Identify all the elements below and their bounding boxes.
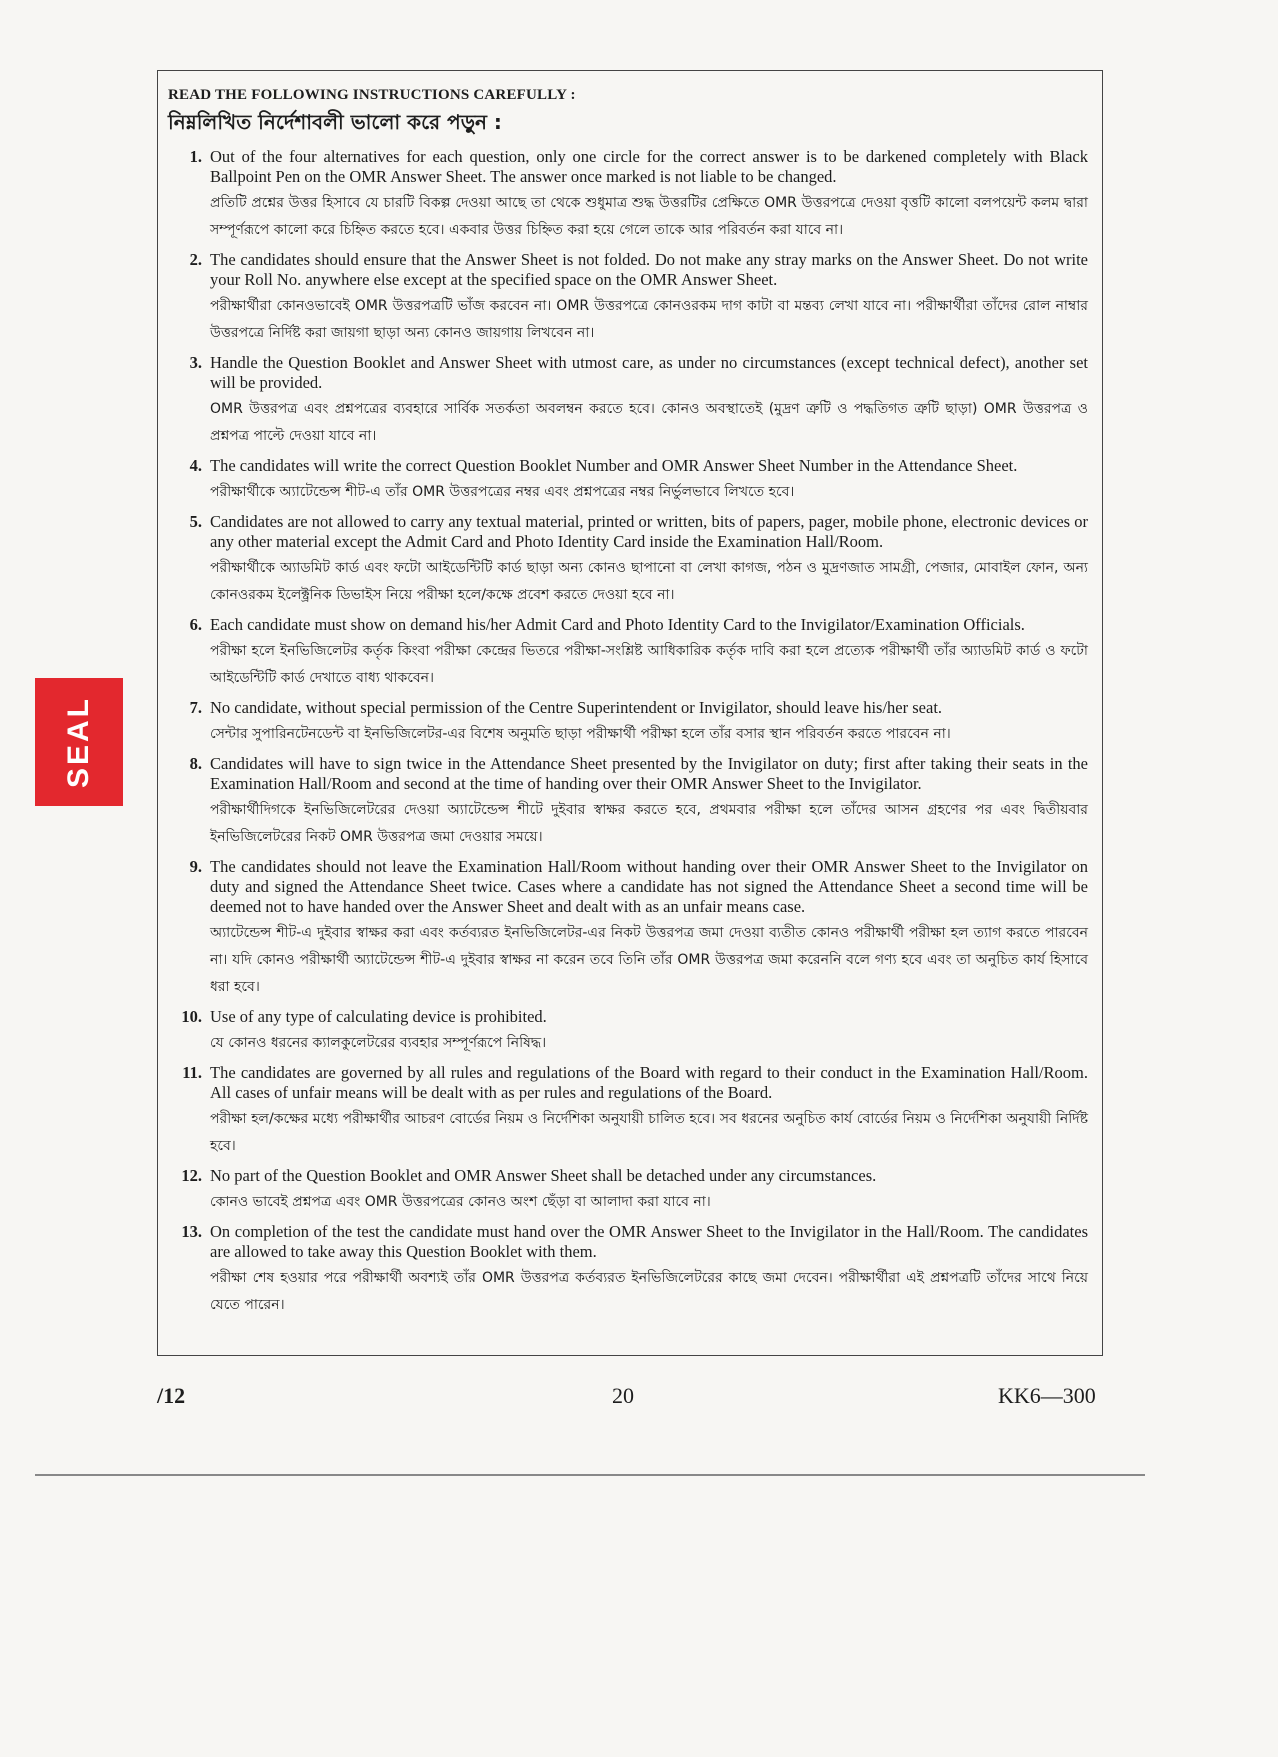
item-text-english: Candidates will have to sign twice in the Attendance Sheet presented by the Invigilator on duty; first after taking their seats in the Examination Hall/Room and second at the time of handing over their OMR Answer Sheet to the Invigilator. <box>210 754 1088 793</box>
item-body <box>210 456 1088 506</box>
page-edge-divider <box>35 1474 1145 1476</box>
item-number: 1. <box>189 147 202 166</box>
instruction-item <box>166 1166 1088 1216</box>
item-body <box>210 512 1088 609</box>
item-text-english: Use of any type of calculating device is prohibited. <box>210 1007 547 1026</box>
instruction-item <box>166 1007 1088 1057</box>
item-number: 3. <box>189 353 202 372</box>
item-body <box>210 615 1088 692</box>
instruction-item <box>166 147 1088 244</box>
instruction-item <box>166 1063 1088 1160</box>
item-number: 9. <box>189 857 202 876</box>
item-text-english: Candidates are not allowed to carry any textual material, printed or written, bits of papers, pager, mobile phone, electronic devices or any other material except the Admit Card and Photo Identity Card inside the Examination Hall/Room. <box>210 512 1088 551</box>
seal-stamp <box>35 678 123 806</box>
instruction-item <box>166 698 1088 748</box>
item-body <box>210 754 1088 851</box>
item-number: 6. <box>189 615 202 634</box>
item-text-bengali: পরীক্ষার্থীদিগকে ইনভিজিলেটরের দেওয়া অ্যাটেন্ডেন্স শীটে দুইবার স্বাক্ষর করতে হবে, প্রথমবার পরীক্ষা হলে তাঁদের আসন গ্রহণের পর এবং দ্বিতীয়বার ইনভিজিলেটরের নিকট OMR উত্তরপত্র জমা দেওয়ার সময়ে। <box>210 802 1088 845</box>
instruction-item <box>166 456 1088 506</box>
instruction-item <box>166 512 1088 609</box>
item-text-bengali: পরীক্ষা হলে ইনভিজিলেটর কর্তৃক কিংবা পরীক্ষা কেন্দ্রের ভিতরে পরীক্ষা-সংশ্লিষ্ট আধিকারিক কর্তৃক দাবি করা হলে প্রত্যেক পরীক্ষার্থী তাঁর অ্যাডমিট কার্ড ও ফটো আইডেন্টিটি কার্ড দেখাতে বাধ্য থাকবেন। <box>210 643 1088 686</box>
instructions-box <box>157 70 1103 1356</box>
heading-english: READ THE FOLLOWING INSTRUCTIONS CAREFULLY : <box>168 87 576 103</box>
item-text-english: No part of the Question Booklet and OMR Answer Sheet shall be detached under any circumstances. <box>210 1166 877 1185</box>
item-text-english: The candidates should ensure that the Answer Sheet is not folded. Do not make any stray marks on the Answer Sheet. Do not write your Roll No. anywhere else except at the specified space on the OMR Answer Sheet. <box>210 250 1088 289</box>
item-body <box>210 1166 1088 1216</box>
item-text-english: The candidates should not leave the Examination Hall/Room without handing over their OMR Answer Sheet to the Invigilator on duty and signed the Attendance Sheet twice. Cases where a candidate has not signed the Attendance Sheet a second time will be deemed not to have handed over the Answer Sheet and dealt with as an unfair means case. <box>210 857 1088 916</box>
item-text-bengali: অ্যাটেন্ডেন্স শীট-এ দুইবার স্বাক্ষর করা এবং কর্তব্যরত ইনভিজিলেটর-এর নিকট উত্তরপত্র জমা দেওয়া ব্যতীত কোনও পরীক্ষার্থী পরীক্ষা হল ত্যাগ করতে পারবেন না। যদি কোনও পরীক্ষার্থী অ্যাটেন্ডেন্স শীট-এ দুইবার স্বাক্ষর না করেন তবে তিনি তাঁর OMR উত্তরপত্র জমা করেননি বলে গণ্য হবে এবং তা অনুচিত কার্য হিসাবে ধরা হবে। <box>210 925 1088 995</box>
item-number: 13. <box>181 1222 202 1241</box>
footer-left: /12 <box>157 1383 186 1408</box>
item-number: 12. <box>181 1166 202 1185</box>
item-text-bengali: কোনও ভাবেই প্রশ্নপত্র এবং OMR উত্তরপত্রের কোনও অংশ ছেঁড়া বা আলাদা করা যাবে না। <box>210 1194 711 1210</box>
item-text-bengali: পরীক্ষা হল/কক্ষের মধ্যে পরীক্ষার্থীর আচরণ বোর্ডের নিয়ম ও নির্দেশিকা অনুযায়ী চালিত হবে। সব ধরনের অনুচিত কার্য বোর্ডের নিয়ম ও নির্দেশিকা অনুযায়ী নির্দিষ্ট হবে। <box>210 1111 1088 1154</box>
item-number: 5. <box>189 512 202 531</box>
item-text-bengali: সেন্টার সুপারিনটেনডেন্ট বা ইনভিজিলেটর-এর বিশেষ অনুমতি ছাড়া পরীক্ষার্থী পরীক্ষা হলে তাঁর বসার স্থান পরিবর্তন করতে পারবেন না। <box>210 726 951 742</box>
instruction-item <box>166 353 1088 450</box>
item-body <box>210 1222 1088 1319</box>
item-number: 2. <box>189 250 202 269</box>
instruction-item <box>166 250 1088 347</box>
item-body <box>210 147 1088 244</box>
item-text-english: Each candidate must show on demand his/her Admit Card and Photo Identity Card to the Invigilator/Examination Officials. <box>210 615 1025 634</box>
item-text-english: Handle the Question Booklet and Answer Sheet with utmost care, as under no circumstances (except technical defect), another set will be provided. <box>210 353 1088 392</box>
item-body <box>210 1007 1088 1057</box>
item-body <box>210 250 1088 347</box>
item-number: 8. <box>189 754 202 773</box>
booklet-code: KK6—300 <box>998 1383 1096 1408</box>
instruction-item <box>166 1222 1088 1319</box>
item-number: 10. <box>181 1007 202 1026</box>
item-body <box>210 353 1088 450</box>
item-text-english: On completion of the test the candidate must hand over the OMR Answer Sheet to the Invigilator in the Hall/Room. The candidates are allowed to take away this Question Booklet with them. <box>210 1222 1088 1261</box>
item-number: 4. <box>189 456 202 475</box>
item-text-bengali: যে কোনও ধরনের ক্যালকুলেটরের ব্যবহার সম্পূর্ণরূপে নিষিদ্ধ। <box>210 1035 547 1051</box>
item-body <box>210 857 1088 1001</box>
item-text-bengali: পরীক্ষার্থীকে অ্যাটেন্ডেন্স শীট-এ তাঁর OMR উত্তরপত্রের নম্বর এবং প্রশ্নপত্রের নম্বর নির্ভুলভাবে লিখতে হবে। <box>210 484 795 500</box>
item-text-bengali: পরীক্ষার্থীকে অ্যাডমিট কার্ড এবং ফটো আইডেন্টিটি কার্ড ছাড়া অন্য কোনও ছাপানো বা লেখা কাগজ, পঠন ও মুদ্রণজাত সামগ্রী, পেজার, মোবাইল ফোন, অন্য কোনওরকম ইলেক্ট্রনিক ডিভাইস নিয়ে পরীক্ষা হলে/কক্ষে প্রবেশ করতে দেওয়া হবে না। <box>210 560 1088 603</box>
item-text-english: No candidate, without special permission of the Centre Superintendent or Invigilator, should leave his/her seat. <box>210 698 943 717</box>
item-text-english: The candidates will write the correct Question Booklet Number and OMR Answer Sheet Number in the Attendance Sheet. <box>210 456 1018 475</box>
item-number: 11. <box>182 1063 202 1082</box>
page-number: 20 <box>612 1383 634 1408</box>
instruction-item <box>166 857 1088 1001</box>
item-text-bengali: পরীক্ষার্থীরা কোনওভাবেই OMR উত্তরপত্রটি ভাঁজ করবেন না। OMR উত্তরপত্রে কোনওরকম দাগ কাটা বা মন্তব্য লেখা যাবে না। পরীক্ষার্থীরা তাঁদের রোল নাম্বার উত্তরপত্রে নির্দিষ্ট করা জায়গা ছাড়া অন্য কোনও জায়গায় লিখবেন না। <box>210 298 1088 341</box>
item-text-bengali: OMR উত্তরপত্র এবং প্রশ্নপত্রের ব্যবহারে সার্বিক সতর্কতা অবলম্বন করতে হবে। কোনও অবস্থাতেই (মুদ্রণ ত্রুটি ও পদ্ধতিগত ত্রুটি ছাড়া) OMR উত্তরপত্র ও প্রশ্নপত্র পাল্টে দেওয়া যাবে না। <box>210 401 1088 444</box>
item-body <box>210 698 1088 748</box>
seal-label: SEAL <box>62 695 96 789</box>
heading-bengali: নিম্নলিখিত নির্দেশাবলী ভালো করে পড়ুন : <box>168 110 502 134</box>
item-text-bengali: পরীক্ষা শেষ হওয়ার পরে পরীক্ষার্থী অবশ্যই তাঁর OMR উত্তরপত্র কর্তব্যরত ইনভিজিলেটরের কাছে জমা দেবেন। পরীক্ষার্থীরা এই প্রশ্নপত্রটি তাঁদের সাথে নিয়ে যেতে পারেন। <box>210 1270 1088 1313</box>
instruction-list <box>166 147 1088 1319</box>
instruction-item <box>166 754 1088 851</box>
item-body <box>210 1063 1088 1160</box>
item-text-english: Out of the four alternatives for each question, only one circle for the correct answer is to be darkened completely with Black Ballpoint Pen on the OMR Answer Sheet. The answer once marked is not liable to be changed. <box>210 147 1088 186</box>
instruction-item <box>166 615 1088 692</box>
item-text-bengali: প্রতিটি প্রশ্নের উত্তর হিসাবে যে চারটি বিকল্প দেওয়া আছে তা থেকে শুধুমাত্র শুদ্ধ উত্তরটির প্রেক্ষিতে OMR উত্তরপত্রে দেওয়া বৃত্তটি কালো বলপয়েন্ট কলম দ্বারা সম্পূর্ণরূপে কালো করে চিহ্নিত করতে হবে। একবার উত্তর চিহ্নিত করা হয়ে গেলে তাকে আর পরিবর্তন করা যাবে না। <box>210 195 1088 238</box>
item-number: 7. <box>189 698 202 717</box>
item-text-english: The candidates are governed by all rules and regulations of the Board with regard to their conduct in the Examination Hall/Room. All cases of unfair means will be dealt with as per rules and regulations of the Board. <box>210 1063 1088 1102</box>
